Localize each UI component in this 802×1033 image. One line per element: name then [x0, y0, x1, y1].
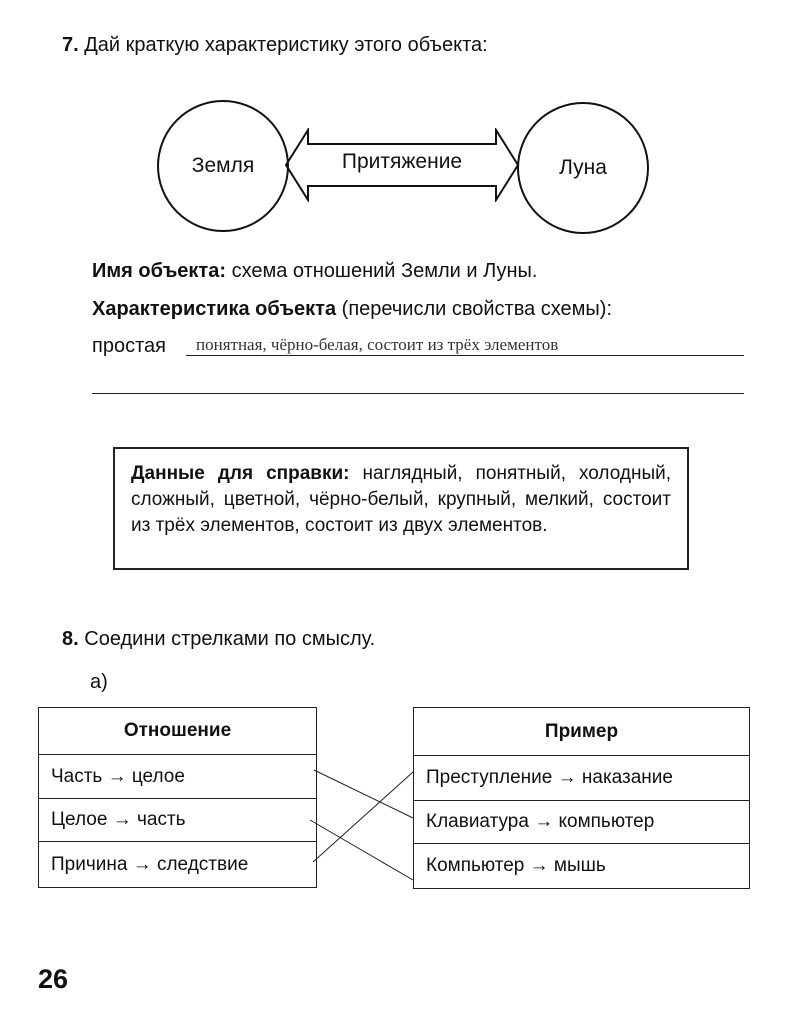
earth-label: Земля: [191, 154, 255, 177]
object-name-line: [92, 260, 537, 283]
task7-heading: [62, 34, 488, 57]
task8-heading: [62, 628, 375, 651]
table-row[interactable]: Компьютер → мышь: [414, 843, 749, 888]
table-row[interactable]: Причина → следствие: [39, 841, 316, 887]
connection-line: [313, 772, 413, 862]
page-number: 26: [38, 964, 69, 994]
moon-circle: [517, 102, 649, 234]
object-char-label: Характеристика объекта: [92, 298, 337, 320]
handwritten-answer: понятная, чёрно-белая, состоит из трёх элементов: [196, 335, 559, 354]
table-header: Отношение: [123, 720, 232, 741]
connection-line: [314, 770, 413, 818]
answer-line-2[interactable]: [92, 393, 744, 394]
task-prompt: Соедини стрелками по смыслу.: [84, 628, 376, 650]
object-name-label: Имя объекта:: [92, 260, 226, 282]
task-number: 8.: [62, 628, 79, 650]
answer-prefix: простая: [92, 335, 166, 357]
attraction-label: Притяжение: [341, 150, 463, 173]
table-row[interactable]: Часть → целое: [39, 754, 316, 798]
table-row[interactable]: Преступление → наказание: [414, 755, 749, 800]
reference-text: наглядный, понятный, холодный, сложный, цветной, чёрно-белый, крупный, мелкий, состоит из трёх элементов, состоит из двух элементов.: [131, 463, 671, 536]
answer-line-1[interactable]: [186, 355, 744, 356]
table-header: Пример: [544, 720, 619, 742]
object-char-line: [92, 298, 612, 321]
table-row[interactable]: Клавиатура → компьютер: [414, 800, 749, 843]
moon-label: Луна: [559, 156, 607, 179]
connection-line: [310, 820, 413, 880]
relation-table: [38, 707, 317, 888]
reference-label: Данные для справки:: [131, 463, 350, 484]
task-prompt: Дай краткую характеристику этого объекта:: [84, 34, 488, 56]
table-row[interactable]: Целое → часть: [39, 798, 316, 841]
example-table: [413, 707, 750, 889]
subtask-label: а): [90, 671, 108, 693]
earth-circle: [157, 100, 289, 232]
object-char-hint: (перечисли свойства схемы):: [341, 298, 613, 320]
reference-content: [131, 461, 671, 539]
task-number: 7.: [62, 34, 79, 56]
reference-box: [113, 447, 689, 570]
object-name-value: схема отношений Земли и Луны.: [231, 260, 538, 282]
